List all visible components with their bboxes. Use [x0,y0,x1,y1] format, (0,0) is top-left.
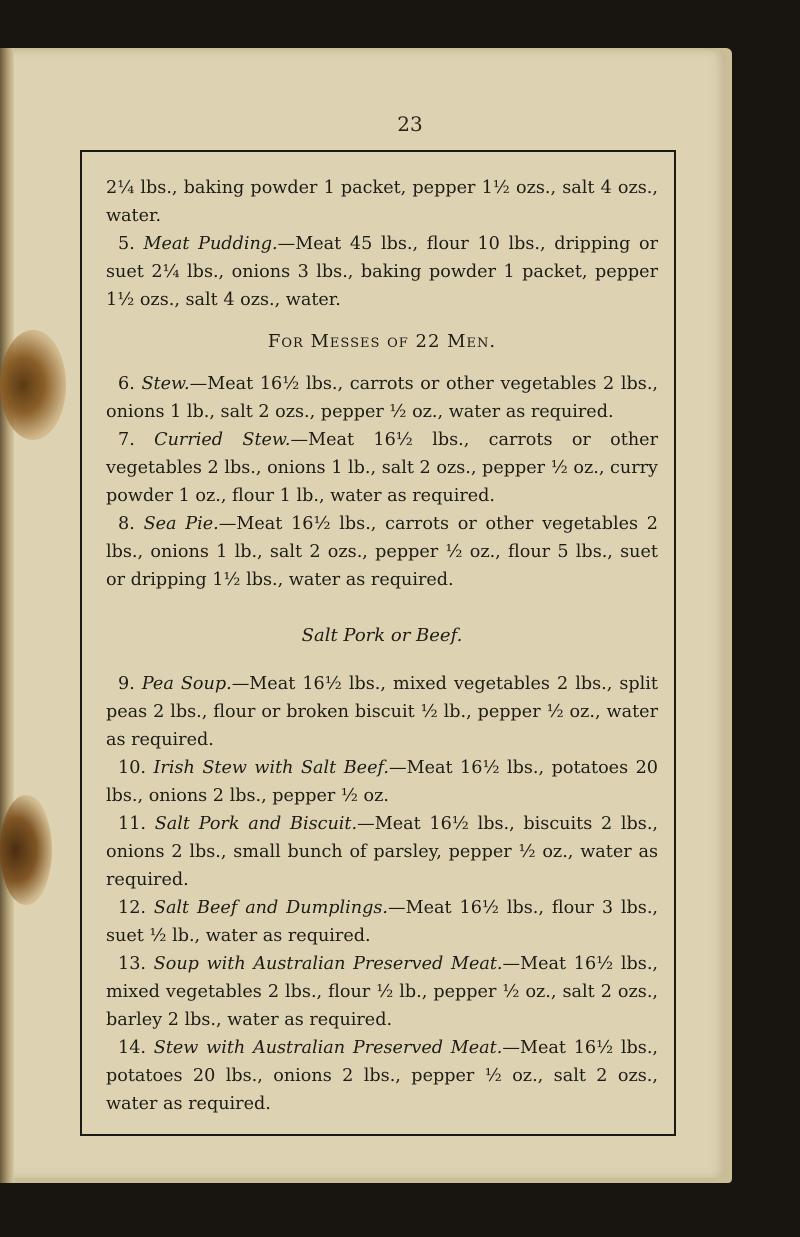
recipe-ingredients: —Meat 16½ lbs., mixed vegetables 2 lbs., flour ½ lb., pepper ½ oz., salt 2 ozs., barley 2 lbs., water as required. [106,954,659,1030]
recipe-11 [106,810,658,894]
recipe-title: Stew. [141,374,190,394]
continued-paragraph [106,174,658,230]
recipe-number: 5. [118,234,135,254]
recipe-title: Curried Stew. [154,430,291,450]
section-heading: For Messes of 22 Men. [267,331,497,352]
recipe-ingredients: —Meat 16½ lbs., carrots or other vegetables 2 lbs., onions 1 lb., salt 2 ozs., pepper ½ oz., curry powder 1 oz., flour 1 lb., water as required. [106,430,658,506]
recipe-title: Salt Beef and Dumplings. [153,898,389,918]
recipe-title: Stew with Australian Preserved Meat. [153,1038,503,1058]
recipe-number: 12. [118,898,146,918]
paragraph-text: 2¼ lbs., baking powder 1 packet, pepper 1½ ozs., salt 4 ozs., water. [106,178,658,226]
recipe-ingredients: —Meat 16½ lbs., carrots or other vegetables 2 lbs., onions 1 lb., salt 2 ozs., pepper ½ oz., flour 5 lbs., suet or dripping 1½ lbs., water as required. [106,514,658,590]
recipe-12 [106,894,658,950]
recipe-ingredients: —Meat 16½ lbs., flour 3 lbs., suet ½ lb., water as required. [106,898,659,946]
recipe-number: 10. [118,758,146,778]
recipe-number: 13. [118,954,146,974]
recipe-6 [106,370,658,426]
recipe-text [106,174,658,1118]
page-number: 23 [397,112,423,136]
recipe-ingredients: —Meat 16½ lbs., potatoes 20 lbs., onions 2 lbs., pepper ½ oz., salt 2 ozs., water as required. [106,1038,659,1114]
recipe-ingredients: —Meat 16½ lbs., carrots or other vegetables 2 lbs., onions 1 lb., salt 2 ozs., pepper ½ oz., water as required. [106,374,659,422]
foxing-stain [0,330,66,440]
recipe-number: 11. [118,814,146,834]
recipe-14 [106,1034,658,1118]
recipe-9 [106,670,658,754]
recipe-10 [106,754,658,810]
recipe-8 [106,510,658,594]
text-frame [80,150,676,1136]
recipe-number: 6. [118,374,135,394]
recipe-ingredients: —Meat 16½ lbs., potatoes 20 lbs., onions 2 lbs., pepper ½ oz. [106,758,659,806]
recipe-ingredients: —Meat 16½ lbs., biscuits 2 lbs., onions 2 lbs., small bunch of parsley, pepper ½ oz., water as required. [106,814,658,890]
recipe-ingredients: —Meat 16½ lbs., mixed vegetables 2 lbs., split peas 2 lbs., flour or broken biscuit ½ lb., pepper ½ oz., water as required. [106,674,658,750]
recipe-title: Meat Pudding. [143,234,278,254]
foxing-stain [0,795,52,905]
recipe-title: Irish Stew with Salt Beef. [153,758,389,778]
recipe-number: 14. [118,1038,146,1058]
recipe-7 [106,426,658,510]
recipe-5 [106,230,658,314]
recipe-title: Pea Soup. [141,674,232,694]
recipe-ingredients: —Meat 45 lbs., flour 10 lbs., dripping or suet 2¼ lbs., onions 3 lbs., baking powder 1 packet, pepper 1½ ozs., salt 4 ozs., water. [106,234,659,310]
recipe-number: 8. [118,514,135,534]
recipe-number: 7. [118,430,135,450]
recipe-title: Salt Pork and Biscuit. [154,814,358,834]
recipe-13 [106,950,658,1034]
recipe-title: Sea Pie. [143,514,219,534]
binding-shadow [0,48,14,1183]
section-subheading: Salt Pork or Beef. [301,625,463,646]
recipe-number: 9. [118,674,135,694]
recipe-title: Soup with Australian Preserved Meat. [153,954,503,974]
